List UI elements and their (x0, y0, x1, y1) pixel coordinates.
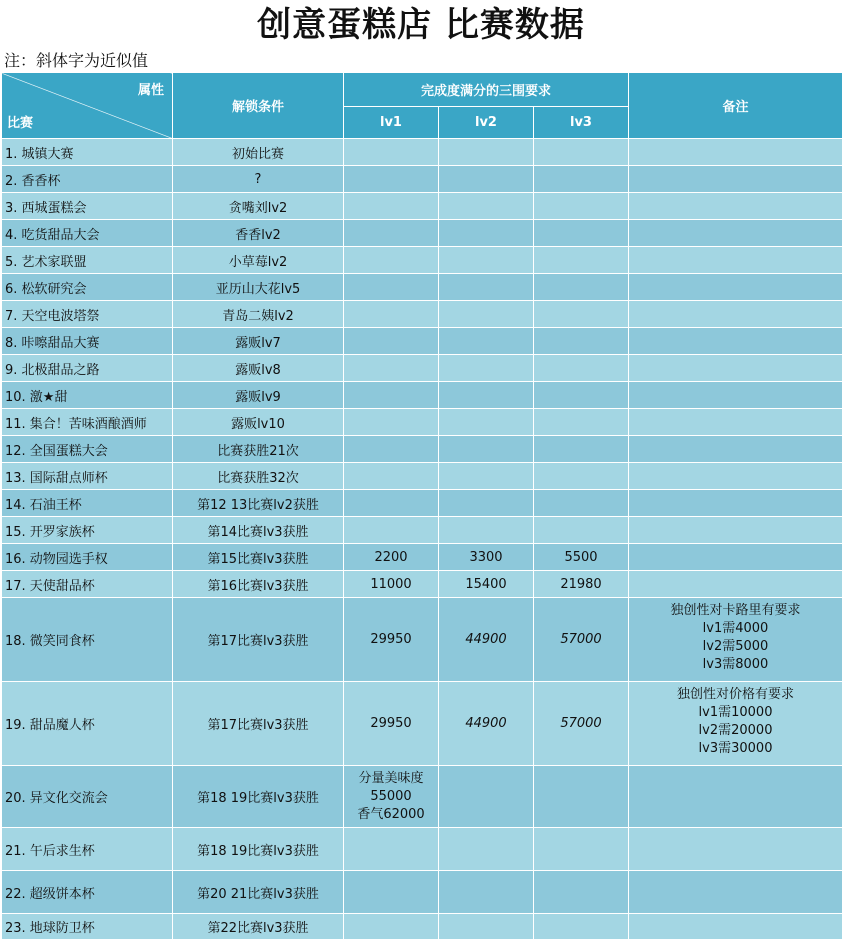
lv3-value: 57000 (534, 682, 629, 766)
unlock-condition: 第16比赛lv3获胜 (173, 571, 344, 598)
lv2-value (439, 166, 534, 193)
race-name: 13. 国际甜点师杯 (2, 463, 173, 490)
race-name: 18. 微笑同食杯 (2, 598, 173, 682)
lv1-value (344, 166, 439, 193)
table-row (2, 193, 842, 220)
unlock-condition: 第18 19比赛lv3获胜 (173, 766, 344, 828)
lv1-line: 香气62000 (357, 807, 425, 822)
table-row (2, 463, 842, 490)
memo-cell (629, 682, 842, 766)
race-name: 15. 开罗家族杯 (2, 517, 173, 544)
lv1-value (344, 382, 439, 409)
memo-cell (629, 139, 842, 166)
approx-note: 注：斜体字为近似值 (4, 51, 149, 70)
unlock-condition: 第20 21比赛lv3获胜 (173, 871, 344, 914)
memo-cell (629, 166, 842, 193)
race-name: 22. 超级饼本杯 (2, 871, 173, 914)
lv3-value (534, 139, 629, 166)
lv2-value (439, 220, 534, 247)
lv2-value: 44900 (439, 682, 534, 766)
header-lv1: lv1 (344, 107, 439, 139)
memo-cell (629, 490, 842, 517)
header-unlock: 解锁条件 (173, 73, 344, 139)
table-row (2, 382, 842, 409)
race-name: 2. 香香杯 (2, 166, 173, 193)
memo-line: lv2需20000 (698, 723, 773, 738)
lv2-value (439, 247, 534, 274)
unlock-condition: 露贩lv8 (173, 355, 344, 382)
memo-line: lv1需4000 (702, 621, 769, 636)
memo-cell (629, 436, 842, 463)
lv1-value (344, 220, 439, 247)
unlock-condition: 露贩lv9 (173, 382, 344, 409)
lv2-value (439, 828, 534, 871)
table-row (2, 490, 842, 517)
race-name: 21. 午后求生杯 (2, 828, 173, 871)
lv1-value (344, 409, 439, 436)
memo-cell (629, 871, 842, 914)
lv3-value (534, 436, 629, 463)
lv1-value (344, 828, 439, 871)
lv2-value (439, 517, 534, 544)
unlock-condition: 第17比赛lv3获胜 (173, 682, 344, 766)
race-name: 9. 北极甜品之路 (2, 355, 173, 382)
lv3-value (534, 193, 629, 220)
race-name: 5. 艺术家联盟 (2, 247, 173, 274)
lv3-value (534, 766, 629, 828)
lv1-value (344, 247, 439, 274)
race-name: 19. 甜品魔人杯 (2, 682, 173, 766)
race-data-table (1, 72, 842, 940)
memo-line: 独创性对价格有要求 (676, 687, 794, 702)
memo-cell (629, 193, 842, 220)
table-row (2, 220, 842, 247)
memo-cell (629, 355, 842, 382)
race-name: 8. 咔嚓甜品大赛 (2, 328, 173, 355)
page-title: 创意蛋糕店 比赛数据 (257, 5, 585, 45)
unlock-condition: 初始比赛 (173, 139, 344, 166)
table-row (2, 571, 842, 598)
lv3-value (534, 517, 629, 544)
table-row (2, 139, 842, 166)
lv3-value (534, 828, 629, 871)
header-lv2: lv2 (439, 107, 534, 139)
memo-cell (629, 544, 842, 571)
unlock-condition: 青岛二姨lv2 (173, 301, 344, 328)
lv3-value (534, 247, 629, 274)
header-attr: 属性 (137, 83, 164, 98)
lv2-value: 3300 (439, 544, 534, 571)
table-row (2, 682, 842, 766)
table-row (2, 301, 842, 328)
unlock-condition: 香香lv2 (173, 220, 344, 247)
memo-cell (629, 382, 842, 409)
race-name: 12. 全国蛋糕大会 (2, 436, 173, 463)
memo-line: lv3需30000 (698, 741, 773, 756)
table-row (2, 436, 842, 463)
memo-cell (629, 914, 842, 940)
race-name: 10. 激★甜 (2, 382, 173, 409)
lv3-value (534, 301, 629, 328)
lv3-value (534, 166, 629, 193)
lv3-value (534, 328, 629, 355)
unlock-condition: 第12 13比赛lv2获胜 (173, 490, 344, 517)
lv1-value (344, 914, 439, 940)
table-row (2, 328, 842, 355)
memo-cell (629, 598, 842, 682)
lv1-value (344, 766, 439, 828)
lv2-value (439, 274, 534, 301)
lv2-value (439, 914, 534, 940)
memo-cell (629, 517, 842, 544)
lv1-value (344, 436, 439, 463)
lv1-value (344, 328, 439, 355)
lv1-value: 11000 (344, 571, 439, 598)
memo-line: 独创性对卡路里有要求 (670, 603, 801, 618)
lv1-line: 55000 (370, 789, 412, 804)
race-name: 3. 西城蛋糕会 (2, 193, 173, 220)
lv3-value (534, 355, 629, 382)
race-name: 4. 吃货甜品大会 (2, 220, 173, 247)
lv2-value (439, 766, 534, 828)
table-row (2, 274, 842, 301)
memo-line: lv3需8000 (702, 657, 769, 672)
lv1-value (344, 139, 439, 166)
memo-cell (629, 274, 842, 301)
lv2-value (439, 382, 534, 409)
lv2-value (439, 871, 534, 914)
unlock-condition: 露贩lv10 (173, 409, 344, 436)
lv1-value (344, 463, 439, 490)
lv3-value: 5500 (534, 544, 629, 571)
race-name: 20. 异文化交流会 (2, 766, 173, 828)
lv1-value (344, 193, 439, 220)
lv1-value: 29950 (344, 682, 439, 766)
lv3-value: 21980 (534, 571, 629, 598)
table-row (2, 247, 842, 274)
table-row (2, 409, 842, 436)
unlock-condition: 比赛获胜21次 (173, 436, 344, 463)
lv3-value (534, 463, 629, 490)
lv1-line: 分量美味度 (358, 771, 424, 786)
lv2-value (439, 355, 534, 382)
lv1-value: 29950 (344, 598, 439, 682)
table-row (2, 355, 842, 382)
header-race: 比赛 (7, 116, 34, 131)
lv3-value (534, 490, 629, 517)
unlock-condition: 第14比赛lv3获胜 (173, 517, 344, 544)
lv2-value (439, 490, 534, 517)
race-name: 7. 天空电波塔祭 (2, 301, 173, 328)
header-memo: 备注 (629, 73, 842, 139)
race-name: 17. 天使甜品杯 (2, 571, 173, 598)
memo-cell (629, 328, 842, 355)
lv3-value (534, 914, 629, 940)
lv2-value (439, 193, 534, 220)
lv2-value (439, 301, 534, 328)
lv1-value (344, 871, 439, 914)
unlock-condition: 亚历山大花lv5 (173, 274, 344, 301)
lv3-value (534, 274, 629, 301)
race-name: 16. 动物园选手权 (2, 544, 173, 571)
table-row (2, 871, 842, 914)
memo-cell (629, 463, 842, 490)
table-row (2, 517, 842, 544)
unlock-condition: 第17比赛lv3获胜 (173, 598, 344, 682)
lv2-value (439, 409, 534, 436)
unlock-condition: 第15比赛lv3获胜 (173, 544, 344, 571)
table-row (2, 828, 842, 871)
unlock-condition: 第18 19比赛lv3获胜 (173, 828, 344, 871)
race-name: 1. 城镇大赛 (2, 139, 173, 166)
race-name: 11. 集合！苦味酒酿酒师 (2, 409, 173, 436)
lv3-value: 57000 (534, 598, 629, 682)
memo-line: lv2需5000 (702, 639, 769, 654)
lv1-value (344, 355, 439, 382)
header-requirements: 完成度满分的三围要求 (344, 73, 629, 107)
memo-cell (629, 828, 842, 871)
unlock-condition: 贪嘴刘lv2 (173, 193, 344, 220)
lv1-value (344, 490, 439, 517)
race-name: 23. 地球防卫杯 (2, 914, 173, 940)
table-row (2, 544, 842, 571)
lv2-value (439, 328, 534, 355)
table-row (2, 598, 842, 682)
lv3-value (534, 382, 629, 409)
unlock-condition: 比赛获胜32次 (173, 463, 344, 490)
unlock-condition: ? (173, 166, 344, 193)
table-row (2, 166, 842, 193)
lv2-value (439, 139, 534, 166)
memo-line: lv1需10000 (698, 705, 773, 720)
lv1-value: 2200 (344, 544, 439, 571)
lv3-value (534, 871, 629, 914)
lv1-value (344, 301, 439, 328)
lv1-value (344, 517, 439, 544)
unlock-condition: 第22比赛lv3获胜 (173, 914, 344, 940)
memo-cell (629, 247, 842, 274)
race-name: 6. 松软研究会 (2, 274, 173, 301)
memo-cell (629, 409, 842, 436)
memo-cell (629, 220, 842, 247)
memo-cell (629, 301, 842, 328)
table-row (2, 914, 842, 940)
table-row (2, 766, 842, 828)
lv2-value: 15400 (439, 571, 534, 598)
lv2-value: 44900 (439, 598, 534, 682)
header-diagonal-cell (2, 73, 173, 139)
memo-cell (629, 766, 842, 828)
lv3-value (534, 220, 629, 247)
unlock-condition: 露贩lv7 (173, 328, 344, 355)
race-name: 14. 石油王杯 (2, 490, 173, 517)
lv1-value (344, 274, 439, 301)
header-lv3: lv3 (534, 107, 629, 139)
unlock-condition: 小草莓lv2 (173, 247, 344, 274)
memo-cell (629, 571, 842, 598)
lv3-value (534, 409, 629, 436)
lv2-value (439, 463, 534, 490)
lv2-value (439, 436, 534, 463)
